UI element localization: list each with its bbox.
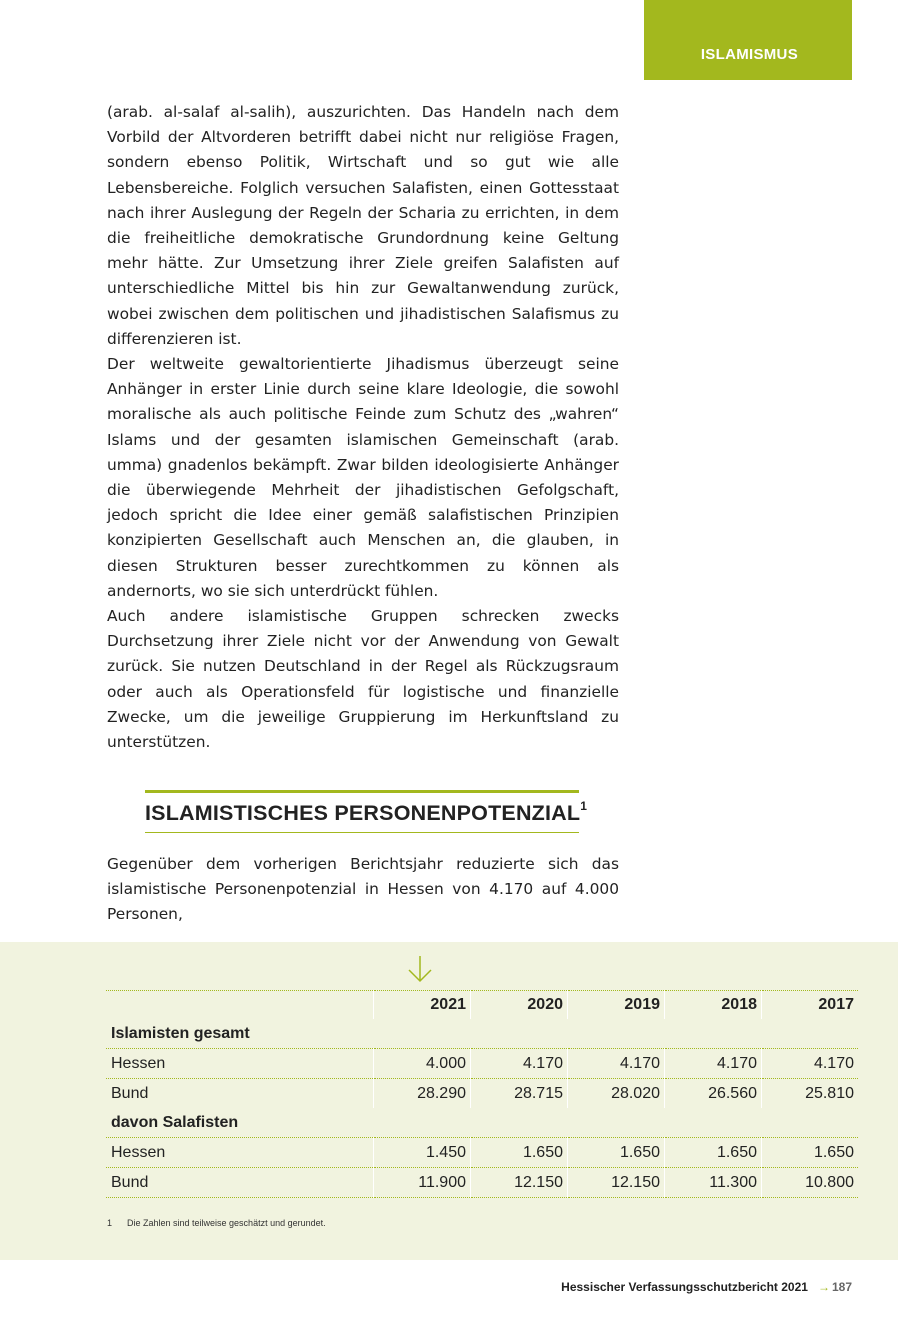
section-heading-text: ISLAMISTISCHES PERSONENPOTENZIAL (145, 801, 581, 825)
footer-title: Hessischer Verfassungsschutzbericht 2021 (561, 1280, 808, 1294)
personenpotenzial-table (106, 990, 858, 1198)
table-cell: 25.810 (762, 1079, 859, 1109)
paragraph-4: Gegenüber dem vorherigen Berichtsjahr reduzierte sich das islamistische Personenpotenzial in Hessen von 4.170 auf 4.000 Personen, (107, 855, 619, 924)
year-header: 2018 (665, 991, 762, 1020)
section-heading (145, 793, 588, 832)
paragraph-1: (arab. al-salaf al-salih), auszurichten. Das Handeln nach dem Vorbild der Altvorderen betrifft dabei nicht nur religiöse Fragen, sondern ebenso Politik, Wirtschaft und so gut wie alle Lebensbereiche. Folglich versuchen Salafisten, einen Gottesstaat nach ihrer Auslegung der Regeln der Scharia zu errichten, in dem die freiheitliche demokratische Grundordnung keine Geltung mehr hätte. Zur Umsetzung ihrer Ziele greifen Salafisten auf unterschiedliche Mittel bis hin zur Gewaltanwendung zurück, wobei zwischen dem politischen und jihadistischen Salafismus zu differenzieren ist. (107, 103, 619, 348)
table-cell: 12.150 (568, 1168, 665, 1198)
table-cell: 4.170 (665, 1049, 762, 1079)
header-empty-cell (106, 991, 374, 1020)
footnote-number: 1 (107, 1218, 113, 1228)
footnote-ref[interactable]: 1 (580, 799, 588, 813)
table-section-row (106, 1108, 858, 1138)
table-cell: 11.900 (374, 1168, 471, 1198)
year-header: 2020 (471, 991, 568, 1020)
table-cell: 28.290 (374, 1079, 471, 1109)
year-header: 2021 (374, 991, 471, 1020)
heading-bottom-rule (145, 832, 579, 833)
page-footer (0, 1280, 852, 1294)
section-heading-block (145, 790, 588, 833)
arrow-right-icon: → (817, 1280, 830, 1294)
table-cell: 4.170 (568, 1049, 665, 1079)
section-label: Islamisten gesamt (111, 1024, 250, 1042)
table-row (106, 1079, 858, 1109)
table-cell: 28.715 (471, 1079, 568, 1109)
table-cell: 1.650 (471, 1138, 568, 1168)
table-cell: 1.450 (374, 1138, 471, 1168)
arrow-down-icon (406, 954, 434, 984)
table-cell: 1.650 (568, 1138, 665, 1168)
row-label: Hessen (106, 1049, 374, 1079)
paragraph-3: Auch andere islamistische Gruppen schrecken zwecks Durchsetzung ihrer Ziele nicht vor der Anwendung von Gewalt zurück. Sie nutzen Deutschland in der Regel als Rückzugsraum oder auch als Operationsfeld für logistische und finanzielle Zwecke, um die jeweilige Gruppierung im Herkunftsland zu unterstützen. (107, 607, 619, 752)
section-label: davon Salafisten (111, 1113, 239, 1131)
year-header: 2017 (762, 991, 859, 1020)
table-cell: 1.650 (665, 1138, 762, 1168)
paragraph-2: Der weltweite gewaltorientierte Jihadismus überzeugt seine Anhänger in erster Linie durch seine klare Ideologie, die sowohl moralische als auch politische Feinde zum Schutz des „wahren“ Islams und der gesamten islamischen Gemeinschaft (arab. umma) gnadenlos bekämpft. Zwar bilden ideologisierte Anhänger die überwiegende Mehrheit der jihadistischen Gefolgschaft, jedoch spricht die Idee einer gemäß salafistischen Prinzipien konzipierten Gesellschaft auch Menschen an, die glauben, in diesen Strukturen besser zurechtkommen zu können als andernorts, wo sie sich unterdrückt fühlen. (107, 355, 619, 600)
row-label: Bund (106, 1079, 374, 1109)
table-cell: 11.300 (665, 1168, 762, 1198)
section-tab (644, 0, 852, 80)
table-cell: 12.150 (471, 1168, 568, 1198)
footnote-text: Die Zahlen sind teilweise geschätzt und gerundet. (127, 1218, 326, 1228)
row-label: Hessen (106, 1138, 374, 1168)
table-row (106, 1049, 858, 1079)
table-cell: 1.650 (762, 1138, 859, 1168)
row-label: Bund (106, 1168, 374, 1198)
footnote (107, 1218, 326, 1228)
table-header-row (106, 991, 858, 1020)
table-cell: 10.800 (762, 1168, 859, 1198)
page-number: 187 (831, 1280, 852, 1294)
table-cell: 28.020 (568, 1079, 665, 1109)
table-section-row (106, 1019, 858, 1049)
year-header: 2019 (568, 991, 665, 1020)
section-tab-label: ISLAMISMUS (700, 46, 798, 63)
table-row (106, 1168, 858, 1198)
table-cell: 4.170 (471, 1049, 568, 1079)
table-cell: 4.170 (762, 1049, 859, 1079)
table-cell: 26.560 (665, 1079, 762, 1109)
table-cell: 4.000 (374, 1049, 471, 1079)
table-row (106, 1138, 858, 1168)
